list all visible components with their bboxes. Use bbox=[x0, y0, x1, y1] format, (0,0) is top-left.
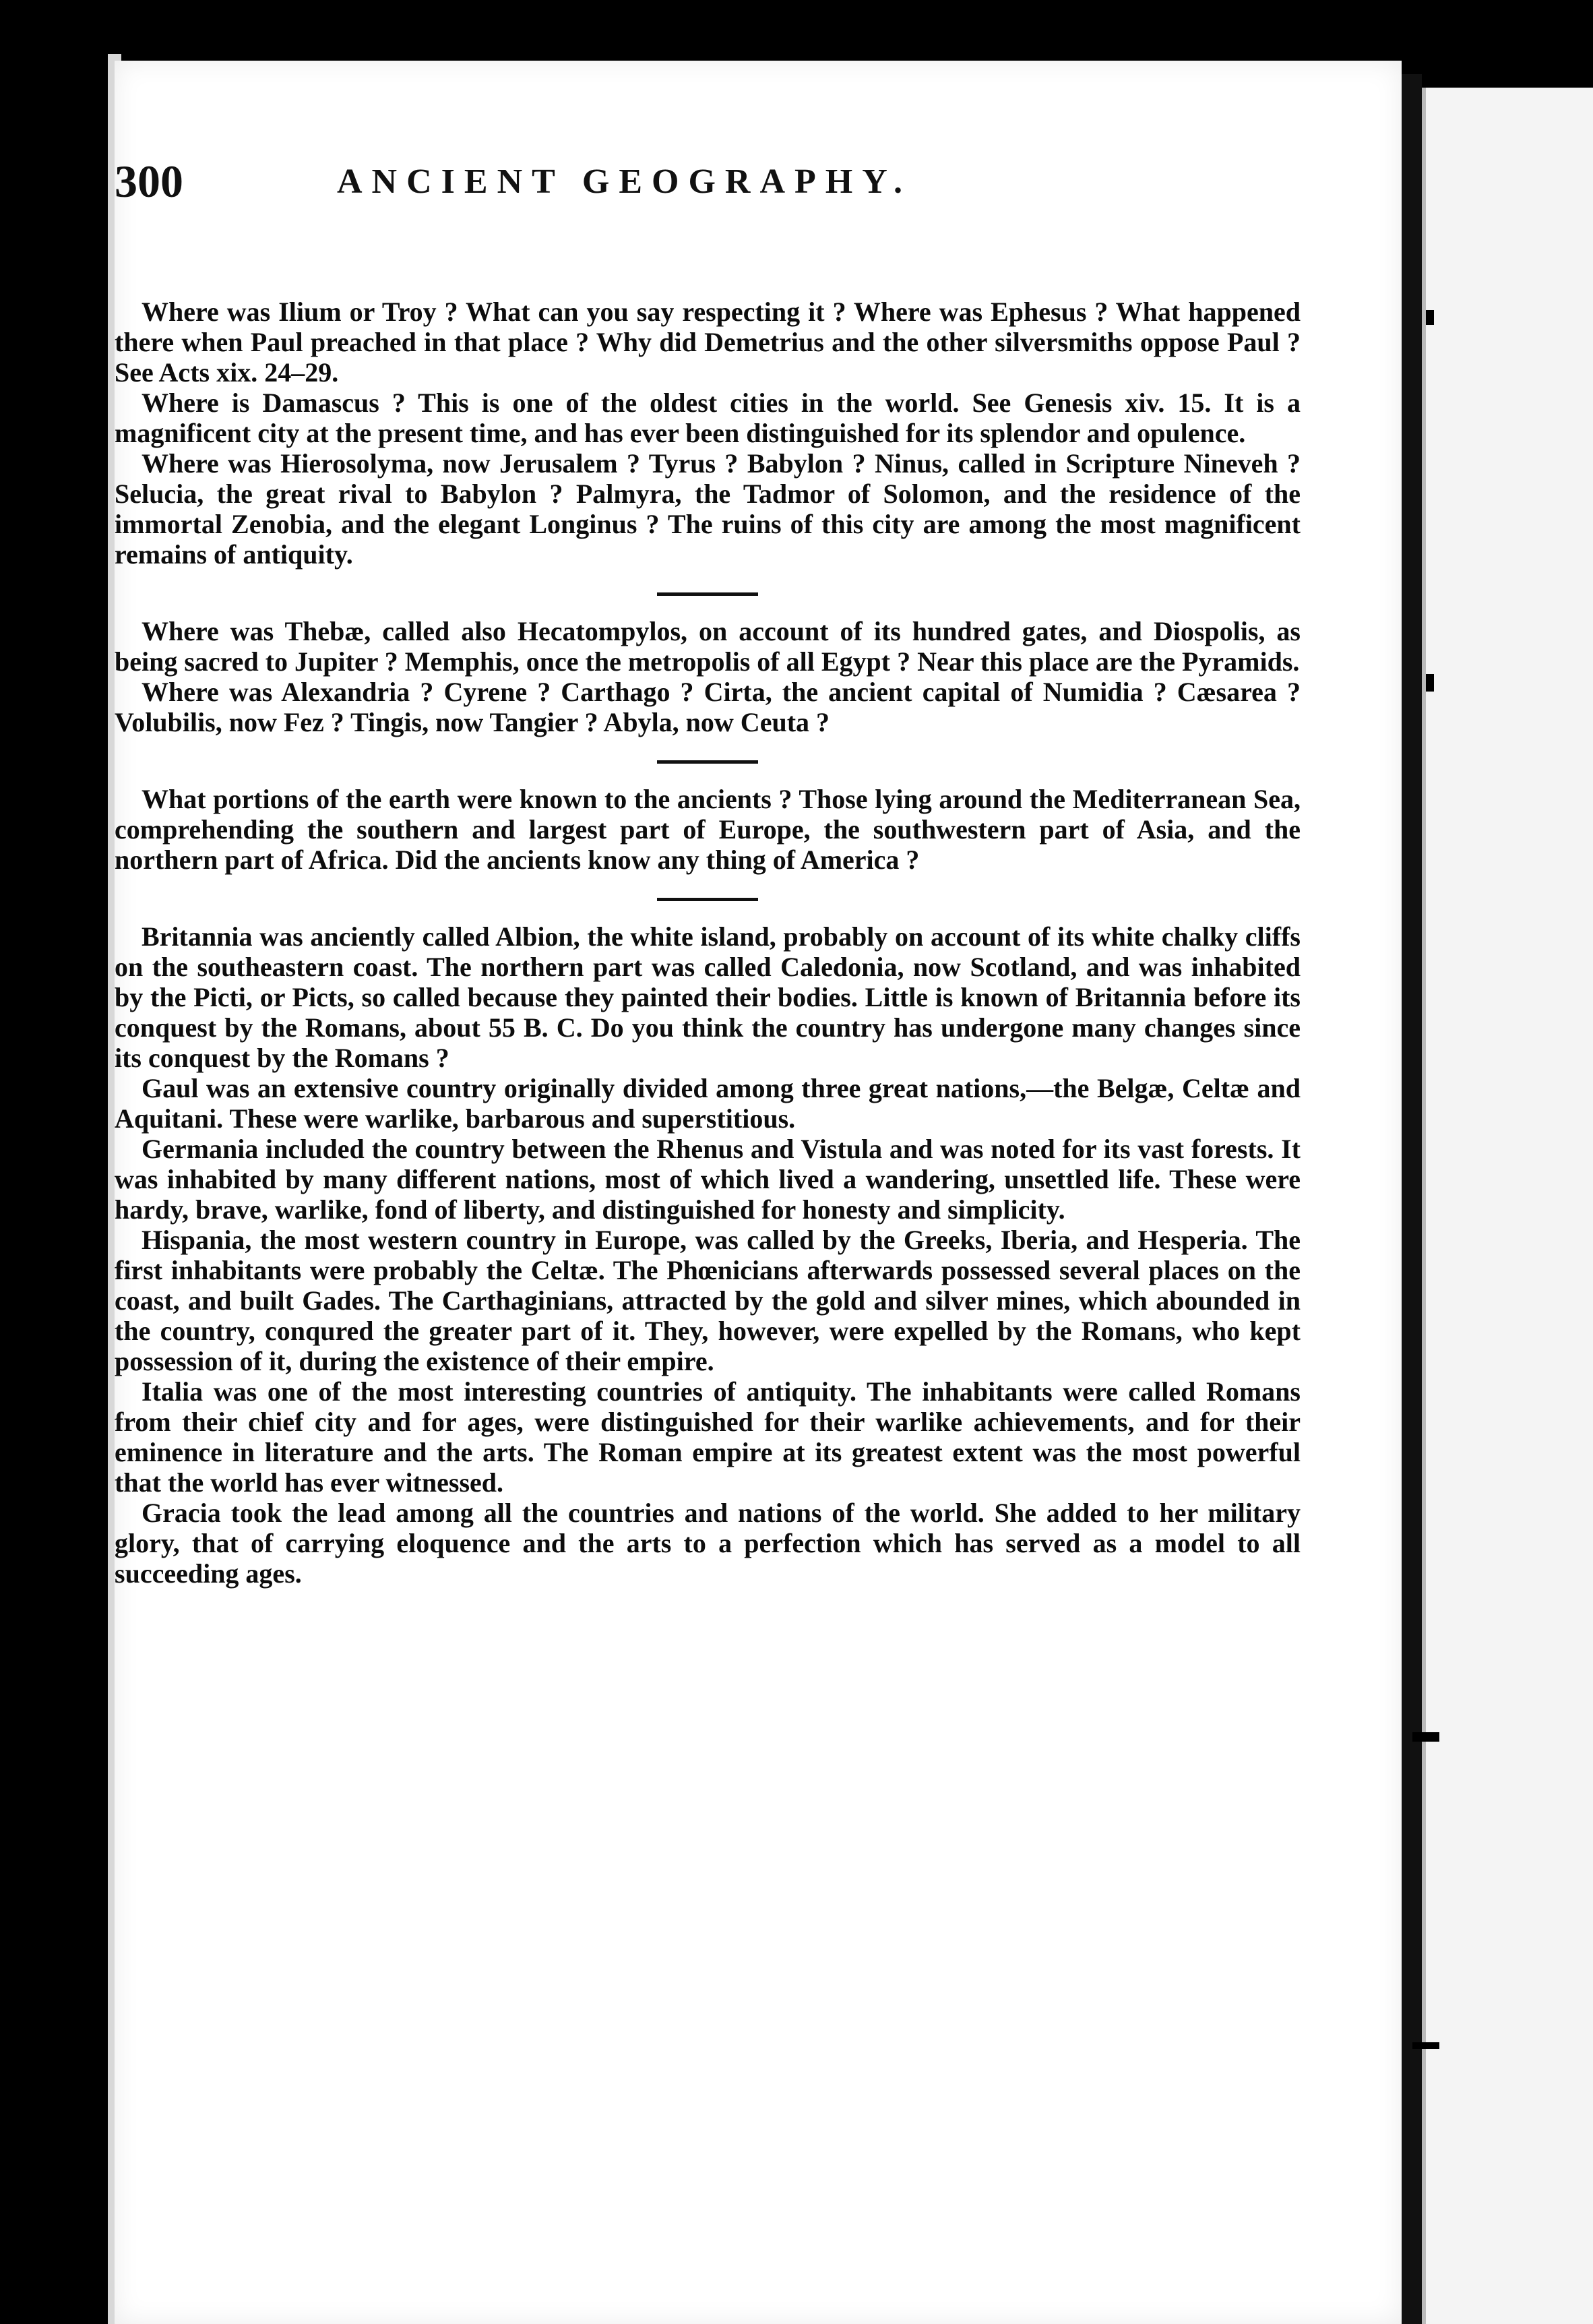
facing-page-edge bbox=[1422, 88, 1593, 2324]
paragraph: Hispania, the most western country in Europe, was called by the Greeks, Iberia, and Hesperia. The first inhabitants were probably the Celtæ. The Phœnicians afterwards possessed several places on the coast, and built Gades. The Carthaginians, attracted by the gold and silver mines, which abounded in the country, conqured the greater part of it. They, however, were expelled by the Romans, who kept possession of it, during the existence of their empire. bbox=[115, 1225, 1301, 1376]
paragraph: Germania included the country between the Rhenus and Vistula and was noted for its vast forests. It was inhabited by many different nations, most of which lived a wandering, unsettled life. These were hardy, brave, warlike, fond of liberty, and distinguished for honesty and simplicity. bbox=[115, 1134, 1301, 1225]
text-section bbox=[115, 921, 1301, 1589]
paragraph: Where was Hierosolyma, now Jerusalem ? Tyrus ? Babylon ? Ninus, called in Scripture Nineveh ? Selucia, the great rival to Babylon ? Palmyra, the Tadmor of Solomon, and the residence of the immortal Zenobia, and the elegant Longinus ? The ruins of this city are among the most magnificent remains of antiquity. bbox=[115, 448, 1301, 570]
paragraph: Where is Damascus ? This is one of the oldest cities in the world. See Genesis xiv. 15. It is a magnificent city at the present time, and has ever been distinguished for its splendor and opulence. bbox=[115, 388, 1301, 448]
paragraph: What portions of the earth were known to the ancients ? Those lying around the Mediterranean Sea, comprehending the southern and largest part of Europe, the southwestern part of Asia, and the northern part of Africa. Did the ancients know any thing of America ? bbox=[115, 784, 1301, 875]
margin-mark bbox=[1412, 2042, 1439, 2049]
page-header bbox=[115, 155, 1294, 243]
page-text bbox=[115, 297, 1301, 1589]
paragraph: Gaul was an extensive country originally divided among three great nations,—the Belgæ, Celtæ and Aquitani. These were warlike, barbarous and superstitious. bbox=[115, 1073, 1301, 1134]
text-section bbox=[115, 784, 1301, 875]
margin-mark bbox=[1412, 1732, 1439, 1742]
margin-mark bbox=[1426, 674, 1434, 692]
book-gutter bbox=[1402, 74, 1422, 2324]
text-section bbox=[115, 297, 1301, 570]
paragraph: Where was Ilium or Troy ? What can you say respecting it ? Where was Ephesus ? What happened there when Paul preached in that place ? Why did Demetrius and the other silversmiths oppose Paul ? See Acts xix. 24–29. bbox=[115, 297, 1301, 388]
paragraph: Britannia was anciently called Albion, the white island, probably on account of its white chalky cliffs on the southeastern coast. The northern part was called Caledonia, now Scotland, and was inhabited by the Picti, or Picts, so called because they painted their bodies. Little is known of Britannia before its conquest by the Romans, about 55 B. C. Do you think the country has undergone many changes since its conquest by the Romans ? bbox=[115, 921, 1301, 1073]
section-divider bbox=[657, 898, 758, 901]
paragraph: Gracia took the lead among all the countries and nations of the world. She added to her military glory, that of carrying eloquence and the arts to a perfection which has served as a model to all succeeding ages. bbox=[115, 1498, 1301, 1589]
paragraph: Where was Alexandria ? Cyrene ? Carthago ? Cirta, the ancient capital of Numidia ? Cæsarea ? Volubilis, now Fez ? Tingis, now Tangier ? Abyla, now Ceuta ? bbox=[115, 677, 1301, 737]
margin-mark bbox=[1426, 310, 1434, 325]
paragraph: Where was Thebæ, called also Hecatompylos, on account of its hundred gates, and Diospolis, as being sacred to Jupiter ? Memphis, once the metropolis of all Egypt ? Near this place are the Pyramids. bbox=[115, 616, 1301, 677]
section-divider bbox=[657, 592, 758, 596]
page-number: 300 bbox=[115, 156, 183, 207]
running-title: ANCIENT GEOGRAPHY. bbox=[337, 162, 912, 201]
paragraph: Italia was one of the most interesting countries of antiquity. The inhabitants were called Romans from their chief city and for ages, were distinguished for their warlike achievements, and for their eminence in literature and the arts. The Roman empire at its greatest extent was the most powerful that the world has ever witnessed. bbox=[115, 1376, 1301, 1498]
section-divider bbox=[657, 760, 758, 764]
text-section bbox=[115, 616, 1301, 737]
